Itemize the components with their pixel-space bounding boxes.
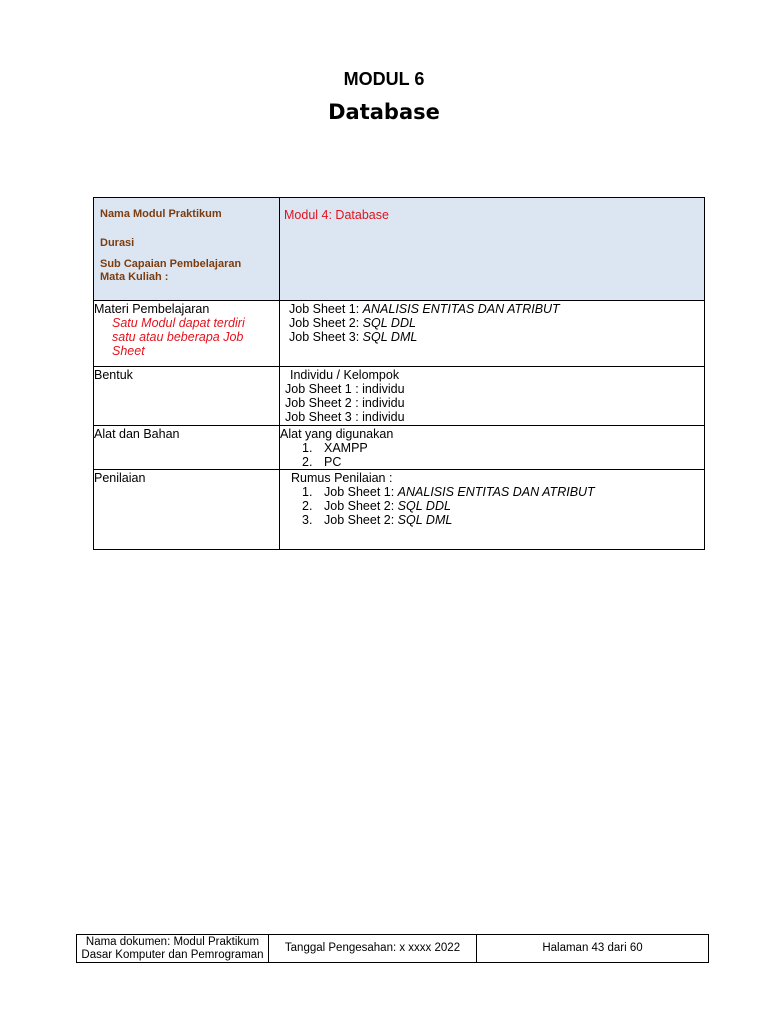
materi-value-cell bbox=[280, 301, 705, 367]
table-header-row bbox=[94, 198, 705, 301]
modul-number: MODUL 6 bbox=[343, 69, 425, 89]
label-sub-capaian: Sub Capaian Pembelajaran bbox=[100, 258, 242, 270]
penilaian-intro: Rumus Penilaian : bbox=[291, 471, 393, 485]
bentuk-value-cell bbox=[280, 367, 705, 426]
list-item: 3. Job Sheet 2: SQL DML bbox=[302, 513, 453, 527]
alat-value-cell bbox=[280, 426, 705, 470]
footer-page-number: Halaman 43 dari 60 bbox=[477, 935, 709, 963]
list-item: Job Sheet 1: ANALISIS ENTITAS DAN ATRIBUT bbox=[289, 302, 560, 316]
table-row bbox=[94, 367, 705, 426]
alat-label-cell bbox=[94, 426, 280, 470]
materi-label: Materi Pembelajaran bbox=[94, 302, 210, 316]
label-durasi: Durasi bbox=[100, 237, 135, 249]
list-item: 1. XAMPP bbox=[302, 441, 368, 455]
materi-note: Satu Modul dapat terdiri satu atau beberapa Job Sheet bbox=[112, 316, 245, 358]
page-footer bbox=[76, 934, 709, 963]
penilaian-label: Penilaian bbox=[94, 471, 146, 485]
list-item: Job Sheet 3: SQL DML bbox=[289, 330, 418, 344]
penilaian-list bbox=[280, 485, 704, 527]
table-row bbox=[94, 426, 705, 470]
list-item: 2. Job Sheet 2: SQL DDL bbox=[302, 499, 451, 513]
table-row bbox=[94, 301, 705, 367]
list-item: 2. PC bbox=[302, 455, 342, 469]
page-title: Database bbox=[328, 100, 440, 124]
list-item: 1. Job Sheet 1: ANALISIS ENTITAS DAN ATRIBUT bbox=[302, 485, 595, 499]
list-item: Individu / Kelompok bbox=[290, 368, 400, 382]
header-label-cell bbox=[94, 198, 280, 301]
footer-approval-date: Tanggal Pengesahan: x xxxx 2022 bbox=[269, 935, 477, 963]
module-name-value: Modul 4: Database bbox=[284, 208, 389, 222]
list-item: Job Sheet 1 : individu bbox=[285, 382, 405, 396]
list-item: Job Sheet 3 : individu bbox=[285, 410, 405, 424]
alat-list bbox=[280, 441, 704, 469]
alat-label: Alat dan Bahan bbox=[94, 427, 180, 441]
header-value-cell bbox=[280, 198, 705, 301]
label-mata-kuliah: Mata Kuliah : bbox=[100, 271, 169, 283]
list-item: Job Sheet 2 : individu bbox=[285, 396, 405, 410]
penilaian-value-cell bbox=[280, 470, 705, 550]
alat-intro: Alat yang digunakan bbox=[280, 427, 394, 441]
table-row bbox=[94, 470, 705, 550]
label-nama-modul: Nama Modul Praktikum bbox=[100, 208, 222, 220]
bentuk-label: Bentuk bbox=[94, 368, 133, 382]
bentuk-label-cell bbox=[94, 367, 280, 426]
penilaian-label-cell bbox=[94, 470, 280, 550]
footer-doc-name: Nama dokumen: Modul Praktikum Dasar Komputer dan Pemrograman bbox=[77, 935, 269, 963]
list-item: Job Sheet 2: SQL DDL bbox=[289, 316, 416, 330]
module-info-table bbox=[93, 197, 705, 550]
materi-label-cell bbox=[94, 301, 280, 367]
